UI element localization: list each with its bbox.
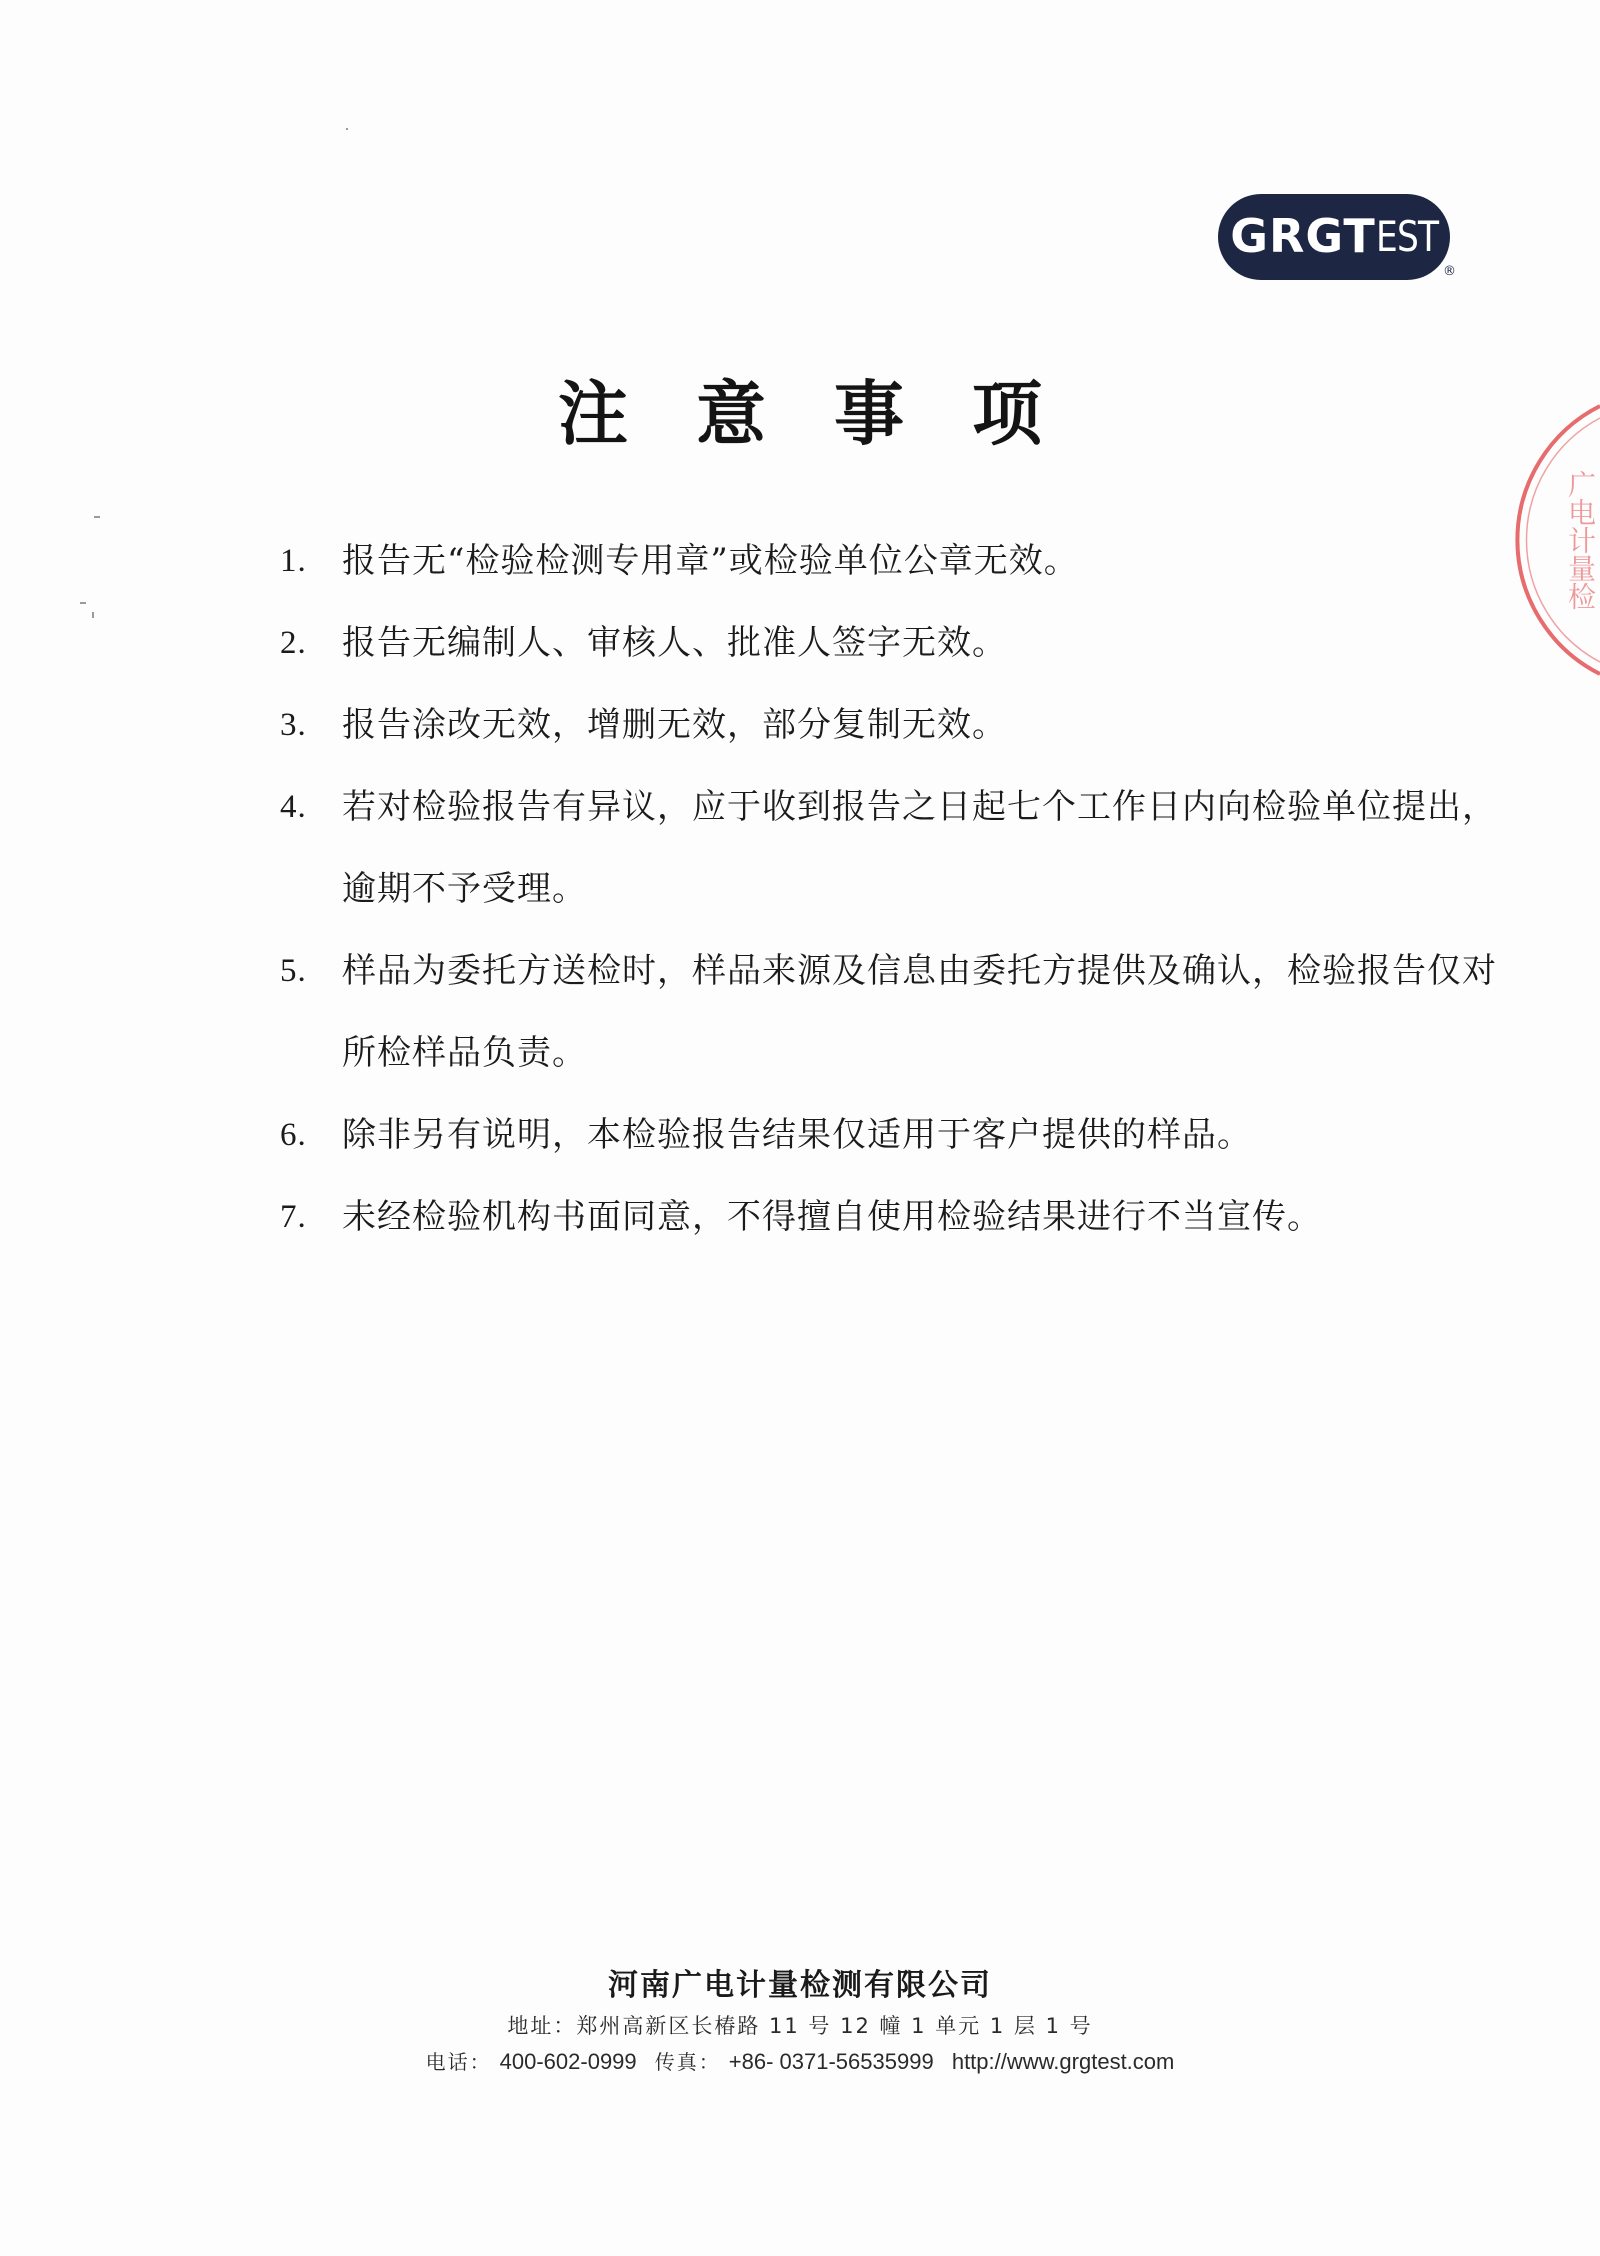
company-contact: [0, 2046, 1600, 2075]
scan-speck: [92, 612, 94, 618]
notice-number: 7.: [280, 1199, 307, 1235]
logo-text-bold: GRGT: [1230, 209, 1376, 263]
page-title: 注意事项: [558, 372, 1110, 455]
notice-item: [280, 930, 1500, 1094]
notice-text: 样品为委托方送检时，样品来源及信息由委托方提供及确认，检验报告仅对所检样品负责。: [342, 951, 1497, 1073]
notice-number: 2.: [280, 625, 307, 661]
notice-item: [280, 1176, 1500, 1258]
phone-number: 400-602-0999: [499, 2049, 637, 2074]
notice-item: [280, 602, 1500, 684]
notice-item: [280, 520, 1500, 602]
scan-speck: [94, 516, 100, 518]
notice-text: 报告无“检验检测专用章”或检验单位公章无效。: [342, 541, 1079, 581]
logo-text-light: EST: [1375, 211, 1438, 261]
notice-item: [280, 766, 1500, 930]
notice-number: 3.: [280, 707, 307, 743]
notice-text: 除非另有说明，本检验报告结果仅适用于客户提供的样品。: [342, 1115, 1252, 1155]
website-link[interactable]: http://www.grgtest.com: [951, 2049, 1175, 2074]
phone-label: 电话：: [425, 2050, 492, 2074]
notice-number: 4.: [280, 789, 307, 825]
grgtest-logo: [1218, 194, 1450, 280]
notice-number: 5.: [280, 953, 307, 989]
registered-mark: ®: [1443, 264, 1456, 279]
notice-item: [280, 1094, 1500, 1176]
fax-number: +86- 0371-56535999: [728, 2049, 934, 2074]
notice-item: [280, 684, 1500, 766]
notice-number: 6.: [280, 1117, 307, 1153]
scan-speck: [80, 602, 86, 604]
notice-text: 若对检验报告有异议，应于收到报告之日起七个工作日内向检验单位提出，逾期不予受理。: [342, 787, 1497, 909]
notice-list: [280, 520, 1500, 1258]
fax-label: 传真：: [654, 2050, 721, 2074]
stamp-text: 广电计量检: [1564, 470, 1597, 610]
notice-text: 未经检验机构书面同意，不得擅自使用检验结果进行不当宣传。: [342, 1197, 1322, 1237]
scan-speck: [346, 128, 348, 130]
notice-number: 1.: [280, 543, 307, 579]
company-address: 地址：郑州高新区长椿路 11 号 12 幢 1 单元 1 层 1 号: [507, 2014, 1093, 2038]
notice-text: 报告无编制人、审核人、批准人签字无效。: [342, 623, 1007, 663]
notice-text: 报告涂改无效，增删无效，部分复制无效。: [342, 705, 1007, 745]
company-name: 河南广电计量检测有限公司: [608, 1968, 992, 2003]
